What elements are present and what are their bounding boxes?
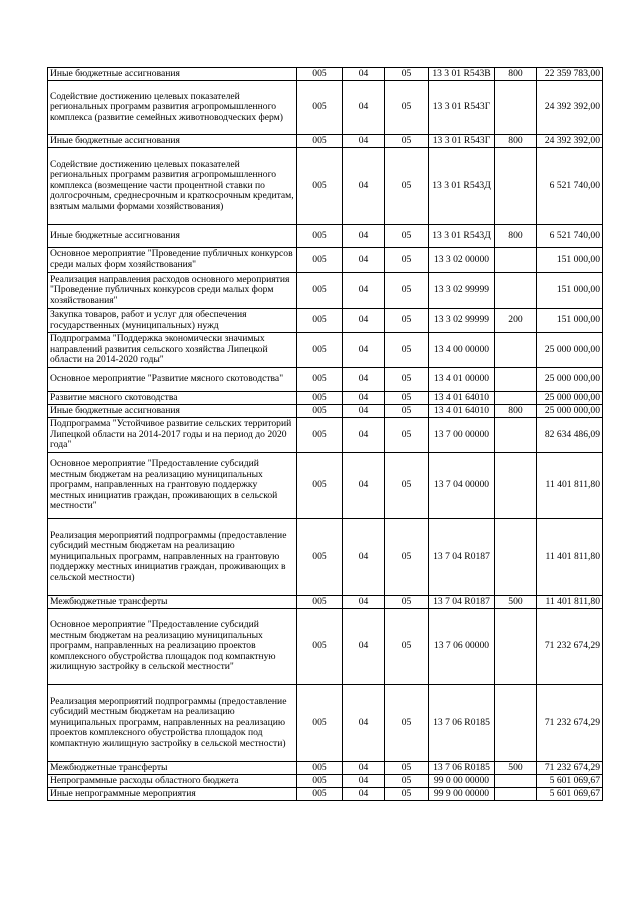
row-name-cell: Подпрограмма "Устойчивое развитие сельских территорий Липецкой области на 2014-2017 годы и на период до 2020 года" (48, 418, 297, 453)
row-sum-cell: 6 521 740,00 (537, 225, 603, 248)
row-ved-cell: 005 (297, 609, 343, 685)
row-pr-cell: 05 (385, 685, 429, 762)
row-csr-cell: 13 7 04 R0187 (429, 596, 495, 609)
row-ved-cell: 005 (297, 762, 343, 775)
table-row (48, 418, 603, 453)
row-rz-cell: 04 (343, 775, 385, 788)
row-csr-cell: 13 7 06 R0185 (429, 685, 495, 762)
table-row (48, 405, 603, 418)
row-pr-cell: 05 (385, 81, 429, 135)
row-vr-cell (495, 453, 537, 519)
row-rz-cell: 04 (343, 248, 385, 273)
table-row (48, 519, 603, 596)
row-pr-cell: 05 (385, 333, 429, 368)
row-pr-cell: 05 (385, 762, 429, 775)
row-rz-cell: 04 (343, 596, 385, 609)
row-csr-cell: 13 7 04 R0187 (429, 519, 495, 596)
row-vr-cell (495, 148, 537, 225)
row-ved-cell: 005 (297, 309, 343, 333)
row-vr-cell: 500 (495, 596, 537, 609)
row-vr-cell: 800 (495, 225, 537, 248)
row-vr-cell (495, 418, 537, 453)
row-name-cell: Реализация мероприятий подпрограммы (предоставление субсидий местным бюджетам на реализацию муниципальных программ, направленных на реализацию проектов комплексного обустройства площадок под компактную жилищную застройку в сельской местности) (48, 685, 297, 762)
table-row (48, 762, 603, 775)
row-name-cell: Иные бюджетные ассигнования (48, 225, 297, 248)
row-name-cell: Реализация направления расходов основного мероприятия "Проведение публичных конкурсов среди малых форм хозяйствования" (48, 273, 297, 309)
row-name-cell: Содействие достижению целевых показателей региональных программ развития агропромышленного комплекса (возмещение части процентной ставки по долгосрочным, среднесрочным и краткосрочным кредитам, взятым малыми формами хозяйствования) (48, 148, 297, 225)
row-vr-cell (495, 248, 537, 273)
row-ved-cell: 005 (297, 596, 343, 609)
row-pr-cell: 05 (385, 596, 429, 609)
row-csr-cell: 13 3 01 R543Д (429, 148, 495, 225)
row-csr-cell: 13 7 06 00000 (429, 609, 495, 685)
row-name-cell: Основное мероприятие "Предоставление субсидий местным бюджетам на реализацию муниципальных программ, направленных на грантовую поддержку местных инициатив граждан, проживающих в сельской местности" (48, 453, 297, 519)
row-ved-cell: 005 (297, 248, 343, 273)
row-csr-cell: 13 3 01 R543В (429, 68, 495, 81)
row-csr-cell: 13 3 01 R543Д (429, 225, 495, 248)
table-row (48, 68, 603, 81)
row-sum-cell: 151 000,00 (537, 309, 603, 333)
row-ved-cell: 005 (297, 392, 343, 405)
table-row (48, 453, 603, 519)
row-vr-cell (495, 788, 537, 801)
row-sum-cell: 5 601 069,67 (537, 788, 603, 801)
row-vr-cell: 200 (495, 309, 537, 333)
row-pr-cell: 05 (385, 68, 429, 81)
row-pr-cell: 05 (385, 368, 429, 392)
row-rz-cell: 04 (343, 81, 385, 135)
row-csr-cell: 13 7 04 00000 (429, 453, 495, 519)
table-row (48, 788, 603, 801)
row-ved-cell: 005 (297, 368, 343, 392)
row-name-cell: Подпрограмма "Поддержка экономически значимых направлений развития сельского хозяйства Липецкой области на 2014-2020 годы" (48, 333, 297, 368)
row-sum-cell: 5 601 069,67 (537, 775, 603, 788)
row-name-cell: Иные непрограммные мероприятия (48, 788, 297, 801)
table-row (48, 333, 603, 368)
row-csr-cell: 99 0 00 00000 (429, 775, 495, 788)
table-row (48, 392, 603, 405)
row-vr-cell (495, 81, 537, 135)
row-rz-cell: 04 (343, 685, 385, 762)
row-ved-cell: 005 (297, 775, 343, 788)
row-name-cell: Реализация мероприятий подпрограммы (предоставление субсидий местным бюджетам на реализацию муниципальных программ, направленных на грантовую поддержку местных инициатив граждан, проживающих в сельской местности) (48, 519, 297, 596)
row-ved-cell: 005 (297, 788, 343, 801)
row-pr-cell: 05 (385, 273, 429, 309)
row-csr-cell: 13 3 02 99999 (429, 309, 495, 333)
row-ved-cell: 005 (297, 135, 343, 148)
table-row (48, 685, 603, 762)
row-ved-cell: 005 (297, 519, 343, 596)
row-name-cell: Основное мероприятие "Проведение публичных конкурсов среди малых форм хозяйствования" (48, 248, 297, 273)
row-vr-cell: 500 (495, 762, 537, 775)
row-rz-cell: 04 (343, 405, 385, 418)
row-csr-cell: 13 4 00 00000 (429, 333, 495, 368)
row-sum-cell: 151 000,00 (537, 273, 603, 309)
row-ved-cell: 005 (297, 225, 343, 248)
row-rz-cell: 04 (343, 519, 385, 596)
row-rz-cell: 04 (343, 762, 385, 775)
row-name-cell: Основное мероприятие "Развитие мясного скотоводства" (48, 368, 297, 392)
budget-table (47, 67, 603, 801)
row-vr-cell: 800 (495, 405, 537, 418)
row-rz-cell: 04 (343, 788, 385, 801)
row-rz-cell: 04 (343, 135, 385, 148)
table-row (48, 248, 603, 273)
row-vr-cell: 800 (495, 135, 537, 148)
row-csr-cell: 13 3 01 R543Г (429, 81, 495, 135)
row-ved-cell: 005 (297, 68, 343, 81)
row-rz-cell: 04 (343, 225, 385, 248)
row-csr-cell: 13 4 01 64010 (429, 405, 495, 418)
table-row (48, 309, 603, 333)
row-ved-cell: 005 (297, 273, 343, 309)
row-rz-cell: 04 (343, 418, 385, 453)
row-vr-cell (495, 609, 537, 685)
row-sum-cell: 82 634 486,09 (537, 418, 603, 453)
row-rz-cell: 04 (343, 368, 385, 392)
table-row (48, 609, 603, 685)
row-rz-cell: 04 (343, 392, 385, 405)
row-vr-cell (495, 685, 537, 762)
row-csr-cell: 13 3 01 R543Г (429, 135, 495, 148)
row-vr-cell: 800 (495, 68, 537, 81)
row-sum-cell: 71 232 674,29 (537, 609, 603, 685)
row-pr-cell: 05 (385, 309, 429, 333)
row-pr-cell: 05 (385, 392, 429, 405)
row-csr-cell: 13 3 02 00000 (429, 248, 495, 273)
row-pr-cell: 05 (385, 405, 429, 418)
row-pr-cell: 05 (385, 453, 429, 519)
row-rz-cell: 04 (343, 453, 385, 519)
row-rz-cell: 04 (343, 148, 385, 225)
row-name-cell: Развитие мясного скотоводства (48, 392, 297, 405)
table-row (48, 225, 603, 248)
row-pr-cell: 05 (385, 775, 429, 788)
row-sum-cell: 151 000,00 (537, 248, 603, 273)
row-sum-cell: 24 392 392,00 (537, 81, 603, 135)
table-row (48, 81, 603, 135)
row-vr-cell (495, 519, 537, 596)
row-rz-cell: 04 (343, 333, 385, 368)
row-csr-cell: 13 7 06 R0185 (429, 762, 495, 775)
row-sum-cell: 6 521 740,00 (537, 148, 603, 225)
row-vr-cell (495, 392, 537, 405)
table-row (48, 596, 603, 609)
table-row (48, 148, 603, 225)
budget-table-body (48, 68, 603, 801)
row-sum-cell: 24 392 392,00 (537, 135, 603, 148)
table-row (48, 775, 603, 788)
row-vr-cell (495, 368, 537, 392)
row-sum-cell: 11 401 811,80 (537, 453, 603, 519)
row-csr-cell: 13 7 00 00000 (429, 418, 495, 453)
row-sum-cell: 11 401 811,80 (537, 596, 603, 609)
row-csr-cell: 13 4 01 00000 (429, 368, 495, 392)
row-ved-cell: 005 (297, 333, 343, 368)
row-sum-cell: 25 000 000,00 (537, 333, 603, 368)
row-ved-cell: 005 (297, 81, 343, 135)
row-csr-cell: 13 3 02 99999 (429, 273, 495, 309)
row-pr-cell: 05 (385, 418, 429, 453)
row-rz-cell: 04 (343, 68, 385, 81)
row-name-cell: Непрограммные расходы областного бюджета (48, 775, 297, 788)
row-ved-cell: 005 (297, 685, 343, 762)
row-name-cell: Иные бюджетные ассигнования (48, 68, 297, 81)
row-pr-cell: 05 (385, 135, 429, 148)
row-name-cell: Содействие достижению целевых показателей региональных программ развития агропромышленного комплекса (развитие семейных животноводческих ферм) (48, 81, 297, 135)
row-rz-cell: 04 (343, 309, 385, 333)
table-row (48, 273, 603, 309)
row-vr-cell (495, 333, 537, 368)
row-pr-cell: 05 (385, 519, 429, 596)
row-sum-cell: 25 000 000,00 (537, 392, 603, 405)
row-name-cell: Закупка товаров, работ и услуг для обеспечения государственных (муниципальных) нужд (48, 309, 297, 333)
row-name-cell: Иные бюджетные ассигнования (48, 135, 297, 148)
row-sum-cell: 22 359 783,00 (537, 68, 603, 81)
row-sum-cell: 11 401 811,80 (537, 519, 603, 596)
budget-sheet (47, 67, 602, 801)
row-sum-cell: 25 000 000,00 (537, 405, 603, 418)
row-ved-cell: 005 (297, 418, 343, 453)
row-vr-cell (495, 775, 537, 788)
table-row (48, 135, 603, 148)
row-pr-cell: 05 (385, 788, 429, 801)
row-pr-cell: 05 (385, 609, 429, 685)
row-pr-cell: 05 (385, 148, 429, 225)
row-name-cell: Межбюджетные трансферты (48, 596, 297, 609)
row-csr-cell: 13 4 01 64010 (429, 392, 495, 405)
row-name-cell: Основное мероприятие "Предоставление субсидий местным бюджетам на реализацию муниципальных программ, направленных на реализацию проектов комплексного обустройства площадок под компактную жилищную застройку в сельской местности" (48, 609, 297, 685)
row-sum-cell: 71 232 674,29 (537, 762, 603, 775)
table-row (48, 368, 603, 392)
row-sum-cell: 25 000 000,00 (537, 368, 603, 392)
row-ved-cell: 005 (297, 453, 343, 519)
row-vr-cell (495, 273, 537, 309)
row-rz-cell: 04 (343, 273, 385, 309)
row-pr-cell: 05 (385, 225, 429, 248)
row-ved-cell: 005 (297, 148, 343, 225)
row-ved-cell: 005 (297, 405, 343, 418)
row-name-cell: Иные бюджетные ассигнования (48, 405, 297, 418)
row-sum-cell: 71 232 674,29 (537, 685, 603, 762)
row-name-cell: Межбюджетные трансферты (48, 762, 297, 775)
row-csr-cell: 99 9 00 00000 (429, 788, 495, 801)
row-pr-cell: 05 (385, 248, 429, 273)
row-rz-cell: 04 (343, 609, 385, 685)
